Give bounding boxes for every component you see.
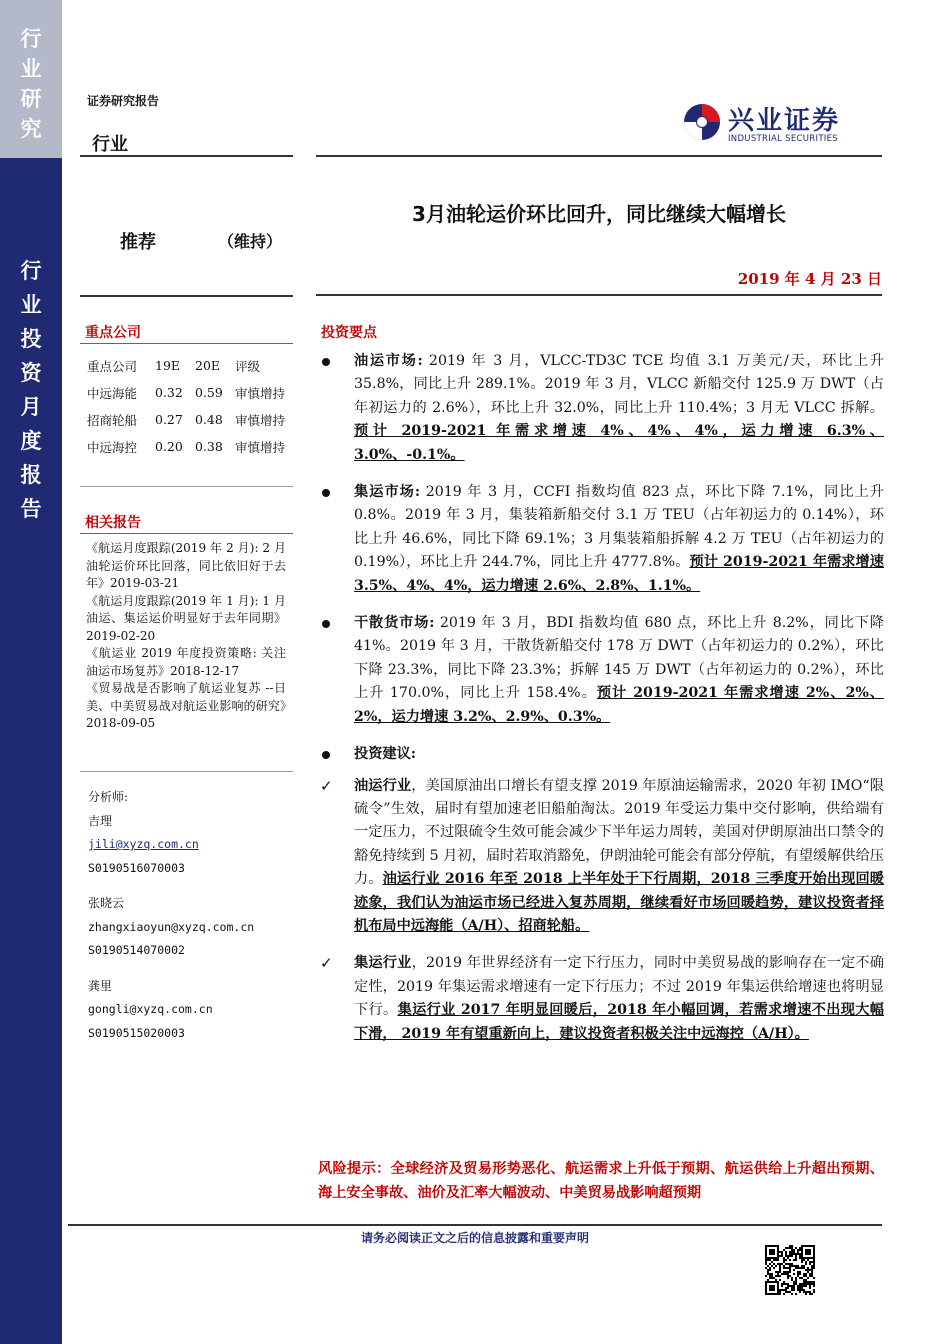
investment-advice-lead: 投资建议:: [354, 746, 416, 763]
industry-label: 行业: [92, 134, 128, 155]
table-cell: 0.38: [195, 439, 223, 454]
investment-advice-bullet: [318, 743, 884, 766]
analyst-license: S0190514070002: [88, 943, 185, 957]
table-header-cell: 评级: [235, 358, 261, 374]
container-market-bullet: [318, 481, 884, 598]
container-industry-text: ，2019 年世界经济有一定下行压力，同时中美贸易战的影响存在一定不确定性，2019 年集运需求增速有一定下行压力；不过 2019 年集运供给增速也将明显下行。: [354, 955, 884, 1019]
related-report-item[interactable]: 《贸易战是否影响了航运业复苏 --日美、中美贸易战对航运业影响的研究》2018-09-05: [86, 681, 286, 730]
table-cell: 0.32: [155, 385, 183, 400]
table-header-cell: 20E: [195, 358, 221, 373]
table-row: [84, 433, 292, 460]
related-reports-title-line: [80, 533, 293, 534]
related-report-item[interactable]: 《航运业 2019 年度投资策略: 关注油运市场复苏》2018-12-17: [86, 646, 286, 678]
container-market-text: 2019 年 3 月，CCFI 指数均值 823 点，环比下降 7.1%，同比上升 0.8%。2019 年 3 月，集装箱新船交付 3.1 万 TEU（占年初运力的 0.14%），环比上升 46.6%，同比下降 69.1%；3 月集装箱船拆解 4.2 万 TEU（占年初运力的 0.19%），环比上升 244.7%，同比上升 4777.8%。: [354, 484, 884, 571]
analysts-label: 分析师:: [88, 790, 129, 804]
table-cell: 审慎增持: [235, 439, 286, 455]
oil-market-forecast: 预计 2019-2021 年需求增速 4%、4%、4%，运力增速 6.3%、3.0%、-0.1%。: [354, 423, 884, 463]
table-cell: 0.48: [195, 412, 223, 427]
analyst-name: 张晓云: [88, 896, 125, 910]
check-mark-icon: ✓: [320, 776, 333, 795]
analyst-name: 龚里: [88, 978, 113, 993]
oil-industry-text: ，美国原油出口增长有望支撑 2019 年原油运输需求，2020 年初 IMO“限硫令”生效，届时有望加速老旧船舶淘汰。2019 年受运力集中交付影响，供给端有一定压力，不过限硫令生效可能会减少下半年运力周转，美国对伊朗原油出口禁令的豁免持续到 5 月初，届时若取消豁免，伊朗油轮可能会有部分停航，有望缓解供给压力。: [354, 777, 884, 888]
analyst-name: 吉理: [88, 813, 113, 828]
dry-bulk-market-forecast: 预计 2019-2021 年需求增速 2%、2%、2%，运力增速 3.2%、2.9%、0.3%。: [354, 685, 884, 725]
table-header-cell: 19E: [155, 358, 181, 373]
check-mark-icon: ✓: [320, 954, 333, 973]
related-reports-title: 相关报告: [85, 515, 141, 531]
risk-warning: 风险提示：全球经济及贸易形势恶化、航运需求上升低于预期、航运供给上升超出预期、海上安全事故、油价及汇率大幅波动、中美贸易战影响超预期: [318, 1161, 884, 1201]
bullet-dot-icon: [322, 620, 330, 628]
table-cell: 0.59: [195, 385, 223, 400]
table-cell: 0.27: [155, 412, 183, 427]
dry-bulk-market-bullet: [318, 612, 884, 729]
container-market-forecast: 预计 2019-2021 年需求增速 3.5%、4%、4%，运力增速 2.6%、2.8%、1.1%。: [354, 554, 884, 594]
table-row: [84, 406, 292, 433]
analysts-block: [88, 786, 293, 1045]
header-divider-right: [316, 155, 882, 157]
footer-divider: [68, 1224, 882, 1226]
container-industry-recommendation: 集运行业 2017 年明显回暖后，2018 年小幅回调，若需求增速不出现大幅下滑， 2019 年有望重新向上，建议投资者积极关注中远海控（A/H）。: [354, 1002, 884, 1042]
bullet-dot-icon: [322, 489, 330, 497]
logo-english-name: INDUSTRIAL SECURITIES: [728, 134, 838, 144]
footer-disclaimer[interactable]: 请务必阅读正文之后的信息披露和重要声明: [360, 1231, 589, 1245]
analyst-email[interactable]: gongli@xyzq.com.cn: [88, 1002, 213, 1016]
dry-bulk-market-lead: 干散货市场:: [354, 615, 435, 632]
analyst-email[interactable]: zhangxiaoyun@xyzq.com.cn: [88, 919, 255, 934]
key-companies-divider: [80, 486, 293, 487]
container-market-lead: 集运市场:: [354, 484, 421, 501]
investment-highlights-title: 投资要点: [321, 325, 377, 341]
related-report-item[interactable]: 《航运月度跟踪(2019 年 1 月): 1 月油运、集运运价明显好于去年同期》2019-02-20: [86, 593, 286, 643]
analyst-license: S0190515020003: [88, 1025, 185, 1040]
table-cell: 审慎增持: [235, 412, 286, 428]
table-cell: 审慎增持: [235, 385, 286, 401]
sidebar-top-label: 行 业 研 究: [20, 27, 42, 141]
logo-mark-icon: [682, 102, 722, 142]
table-cell: 中远海能: [87, 385, 138, 401]
table-cell: 中远海控: [87, 439, 138, 455]
analyst-license: S0190516070003: [88, 860, 185, 875]
oil-industry-item: [318, 775, 884, 939]
bullet-dot-icon: [322, 358, 330, 366]
related-report-item[interactable]: 《航运月度跟踪(2019 年 2 月): 2 月油轮运价环比回落，同比依旧好于去年》2019-03-21: [86, 541, 286, 590]
bullet-dot-icon: [322, 751, 330, 759]
table-cell: 招商轮船: [87, 412, 138, 428]
investment-highlights-body: [318, 350, 884, 1060]
report-type: 证券研究报告: [87, 94, 160, 108]
analyst-email-link[interactable]: jili@xyzq.com.cn: [88, 837, 199, 851]
sidebar-bottom-label: 行 业 投 资 月 度 报 告: [20, 259, 42, 521]
key-companies-title-line: [80, 343, 293, 344]
logo-chinese-name: 兴业证券: [728, 106, 841, 136]
key-companies-title: 重点公司: [85, 325, 141, 341]
dry-bulk-market-text: 2019 年 3 月，BDI 指数均值 680 点，环比上升 8.2%，同比下降 41%。2019 年 3 月，干散货新船交付 178 万 DWT（占年初运力的 0.2%），环比下降 23.3%，同比下降 23.3%；拆解 145 万 DWT（占年初运力的 0.2%），环比上升 170.0%，同比上升 158.4%。: [354, 615, 884, 702]
company-logo: [682, 100, 882, 150]
oil-market-lead: 油运市场:: [354, 353, 423, 369]
table-cell: 0.20: [155, 439, 183, 454]
rating-note: （维持）: [218, 232, 283, 251]
report-title: 3月油轮运价环比回升，同比继续大幅增长: [412, 202, 786, 226]
oil-market-text: 2019 年 3 月，VLCC-TD3C TCE 均值 3.1 万美元/天，环比上升 35.8%，同比上升 289.1%。2019 年 3 月，VLCC 新船交付 125.9 万 DWT（占年初运力的 2.6%），环比上升 32.0%，同比上升 110.4%；3 月无 VLCC 拆解。: [354, 353, 884, 416]
key-companies-table: [84, 352, 292, 460]
table-header-cell: 重点公司: [87, 358, 138, 374]
qr-code-icon: [765, 1245, 815, 1295]
oil-industry-recommendation: 油运行业 2016 年至 2018 上半年处于下行周期，2018 三季度开始出现回暖迹象，我们认为油运市场已经进入复苏周期，继续看好市场回暖趋势，建议投资者择机布局中远海能（A/H）、招商轮船。: [354, 871, 884, 934]
divider-left: [80, 295, 293, 297]
related-reports-divider: [80, 771, 293, 772]
table-row: [84, 379, 292, 406]
header-divider-left: [80, 155, 293, 157]
container-industry-item: [318, 952, 884, 1046]
divider-right: [316, 294, 882, 296]
related-reports-list: [86, 540, 286, 733]
oil-industry-lead: 油运行业: [354, 777, 412, 794]
report-date: 2019 年 4 月 23 日: [737, 270, 882, 288]
oil-market-bullet: [318, 350, 884, 467]
table-header-row: [84, 352, 292, 379]
container-industry-lead: 集运行业: [354, 955, 412, 972]
rating: 推荐: [120, 232, 156, 253]
